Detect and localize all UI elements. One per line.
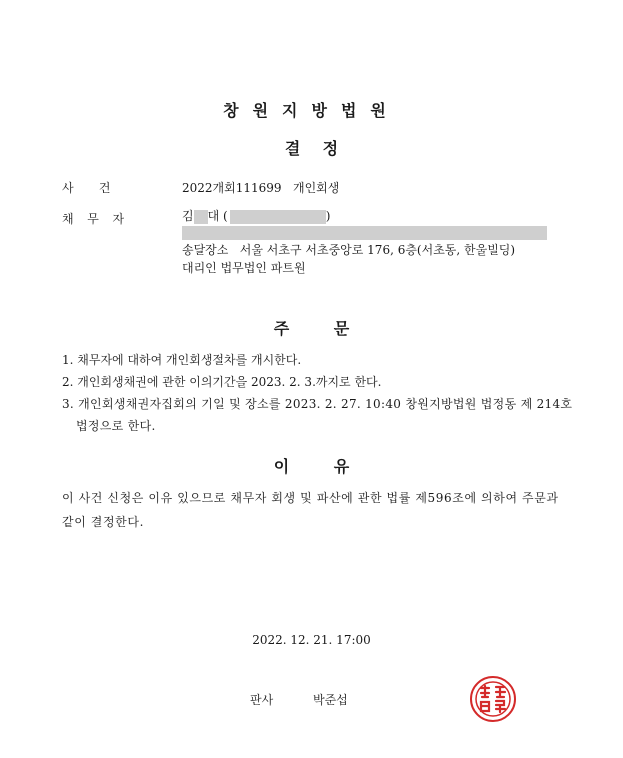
- service-address: 송달장소 서울 서초구 서초중앙로 176, 6층(서초동, 한울빌딩): [182, 243, 516, 257]
- judge-seal-icon: [470, 676, 516, 722]
- reason-heading: 이 유: [273, 457, 350, 476]
- debtor-name: [182, 207, 330, 225]
- order-item-2: 2. 개인회생채권에 관한 이의기간을 2023. 2. 3.까지로 한다.: [62, 375, 382, 389]
- redacted-address: [182, 226, 547, 240]
- case-value: 2022개회111699 개인회생: [182, 181, 340, 195]
- judge-title: 판사: [250, 693, 274, 707]
- debtor-agent: 대리인 법무법인 파트원: [182, 261, 306, 275]
- court-name: 창원지방법원: [223, 101, 400, 120]
- debtor-name-suffix: 대 (: [207, 209, 228, 223]
- order-heading: 주 문: [273, 319, 350, 338]
- order-item-1: 1. 채무자에 대하여 개인회생절차를 개시한다.: [62, 353, 302, 367]
- debtor-name-close: ): [325, 209, 331, 223]
- order-item-3: 3. 개인회생채권자집회의 기일 및 장소를 2023. 2. 27. 10:40 창원지방법원 법정동 제 214호 법정으로 한다.: [62, 397, 573, 433]
- case-label: 사 건: [62, 181, 113, 195]
- redaction-block: [194, 210, 208, 224]
- decision-date: 2022. 12. 21. 17:00: [252, 633, 371, 647]
- document-title: [0, 136, 623, 159]
- redaction-block: [230, 210, 326, 224]
- debtor-label: 채 무 자: [62, 212, 127, 226]
- judge-name: 박준섭: [313, 693, 348, 707]
- reason-text: 이 사건 신청은 이유 있으므로 채무자 회생 및 파산에 관한 법률 제596조에 의하여 주문과 같이 결정한다.: [62, 491, 559, 529]
- document-title-text: 결 정: [284, 139, 339, 158]
- debtor-name-prefix: 김: [182, 209, 194, 223]
